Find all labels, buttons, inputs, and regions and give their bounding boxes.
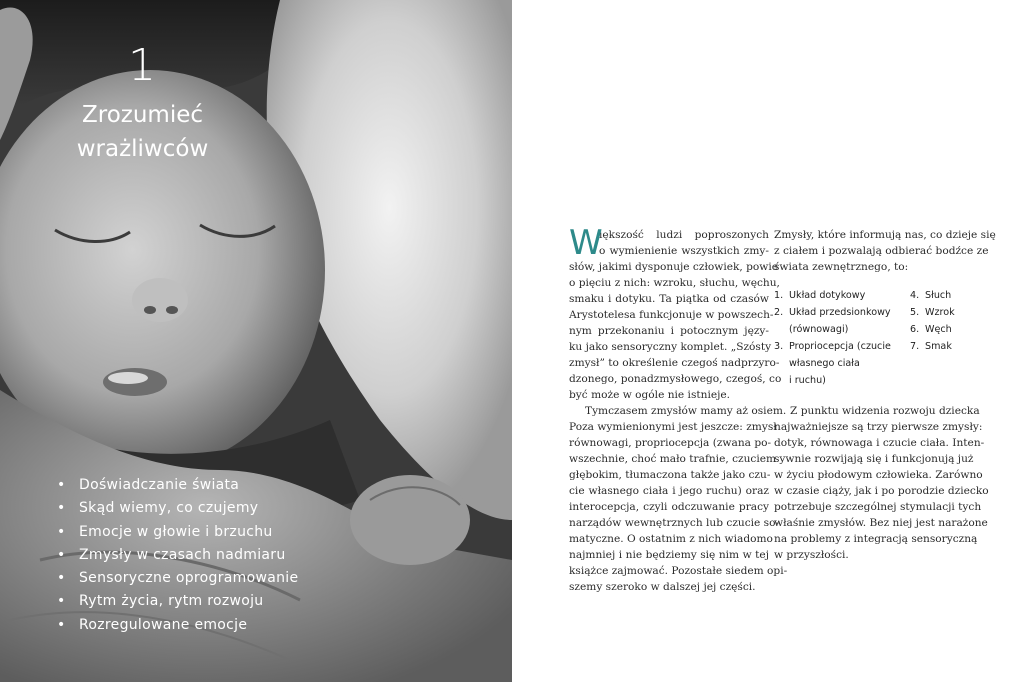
list-item <box>57 474 298 497</box>
text-line: Tymczasem zmysłów mamy aż osiem. <box>585 405 787 417</box>
senses-list-right <box>910 287 970 355</box>
senses-list-left <box>774 287 914 389</box>
text-line: sywnie rozwijają się i funkcjonują już <box>774 453 974 465</box>
bullet-icon: • <box>57 523 66 540</box>
list-item-label: Doświadczanie świata <box>79 477 240 493</box>
text-line: słów, jakimi dysponuje człowiek, powie <box>569 261 779 273</box>
text-line: w czasie ciąży, jak i po porodzie dziecko <box>774 485 989 497</box>
text-line: w przyszłości. <box>774 549 849 561</box>
list-item-label: Węch <box>925 324 952 335</box>
drop-cap: W <box>569 223 603 263</box>
bullet-icon: • <box>57 477 66 493</box>
list-item-label: Rozregulowane emocje <box>79 616 248 633</box>
text-line: dzonego, ponadzmysłowego, czegoś, co <box>569 373 782 385</box>
text-line: nym przekonaniu i potocznym języ- <box>569 325 769 337</box>
text-line: świata zewnętrznego, to: <box>774 261 909 273</box>
list-item-label: Propriocepcja (czucie <box>789 341 891 352</box>
list-item <box>910 304 970 321</box>
text-line: Arystotelesa funkcjonuje w powszech- <box>569 309 774 321</box>
list-number: 2. <box>774 307 784 318</box>
list-number: 1. <box>774 290 784 301</box>
text-line: szemy szeroko w dalszej jej części. <box>569 581 756 593</box>
text-line: głębokim, tłumaczona także jako czu- <box>569 469 771 481</box>
chapter-title-line: Zrozumieć <box>81 102 204 128</box>
list-item <box>910 287 970 304</box>
list-item <box>57 614 298 637</box>
text-line: w życiu płodowym człowieka. Zarówno <box>774 469 983 481</box>
text-line: właśnie zmysłów. Bez niej jest narażone <box>774 517 988 529</box>
bullet-icon: • <box>57 616 66 633</box>
text-line: najmniej i nie będziemy się nim w tej <box>569 549 769 561</box>
bullet-icon: • <box>57 593 66 610</box>
list-number: 3. <box>774 341 784 352</box>
list-item-label: Sensoryczne oprogramowanie <box>79 570 299 587</box>
list-item <box>774 287 914 304</box>
list-number: 5. <box>910 307 920 318</box>
list-item <box>910 338 970 355</box>
list-number: 7. <box>910 341 920 352</box>
text-line: najważniejsze są trzy pierwsze zmysły: <box>774 421 983 433</box>
list-item-label: Smak <box>925 341 952 352</box>
text-line: narządów wewnętrznych lub czucie so- <box>569 517 780 529</box>
list-item-label: Rytm życia, rytm rozwoju <box>79 593 264 610</box>
text-column-right <box>774 227 996 275</box>
list-item <box>774 338 914 389</box>
list-item-label: Emocje w głowie i brzuchu <box>79 523 273 540</box>
text-line: o pięciu z nich: wzroku, słuchu, węchu, <box>569 277 780 289</box>
list-item <box>774 304 914 338</box>
list-number: 6. <box>910 324 920 335</box>
list-item <box>57 521 298 544</box>
list-item-label: Układ przedsionkowy <box>789 307 891 318</box>
list-item-label: Słuch <box>925 290 952 301</box>
text-line: interocepcja, czyli odczuwanie pracy <box>569 501 769 513</box>
text-line: Z punktu widzenia rozwoju dziecka <box>790 405 980 417</box>
list-item-label: (równowagi) <box>789 324 849 335</box>
text-line: wszechnie, choć mało trafnie, czuciem <box>569 453 777 465</box>
text-line: być może w ogóle nie istnieje. <box>569 389 731 401</box>
text-line: zmysł” to określenie czegoś nadprzyro- <box>569 357 780 369</box>
text-column-right-paragraph <box>774 403 989 563</box>
text-line: z ciałem i pozwalają odbierać bodźce ze <box>774 245 989 257</box>
text-column-left <box>569 223 788 595</box>
text-line: matyczne. O ostatnim z nich wiadomo <box>569 533 773 545</box>
text-line: ku jako sensoryczny komplet. „Szósty <box>569 341 772 353</box>
bullet-icon: • <box>57 546 66 563</box>
text-line: równowagi, propriocepcja (zwana po- <box>569 437 772 449</box>
text-line: cie własnego ciała i jego ruchu) oraz <box>569 485 769 497</box>
chapter-contents-list <box>57 474 298 637</box>
text-line: Poza wymienionymi jest jeszcze: zmysł <box>569 421 777 433</box>
text-line: na problemy z integracją sensoryczną <box>774 533 978 545</box>
text-line: o wymienienie wszystkich zmy- <box>599 245 769 257</box>
list-item <box>57 497 298 520</box>
text-line: potrzebuje szczególnej stymulacji tych <box>774 501 982 513</box>
text-line: smaku i dotyku. Ta piątka od czasów <box>569 293 769 305</box>
bullet-icon: • <box>57 570 66 587</box>
list-item-label: Układ dotykowy <box>789 290 866 301</box>
list-number: 4. <box>910 290 920 301</box>
list-item <box>910 321 970 338</box>
list-item-label: Wzrok <box>925 307 955 318</box>
list-item <box>57 544 298 567</box>
chapter-title-line: wrażliwców <box>76 136 209 162</box>
list-item <box>57 567 298 590</box>
list-item-label: Zmysły w czasach nadmiaru <box>79 546 286 563</box>
bullet-icon: • <box>57 500 66 517</box>
text-line: Zmysły, które informują nas, co dzieje się <box>774 229 996 241</box>
text-line: iększość ludzi poproszonych <box>599 229 769 241</box>
chapter-title <box>60 98 225 166</box>
text-line: dotyk, równowaga i czucie ciała. Inten- <box>774 437 985 449</box>
list-item-label: własnego ciała <box>789 358 860 369</box>
list-item-label: i ruchu) <box>789 375 826 386</box>
list-item-label: Skąd wiemy, co czujemy <box>79 500 259 517</box>
chapter-number: 1 <box>128 40 157 91</box>
text-line: książce zajmować. Pozostałe siedem opi- <box>569 565 788 577</box>
right-page <box>512 0 1023 682</box>
list-item <box>57 590 298 613</box>
